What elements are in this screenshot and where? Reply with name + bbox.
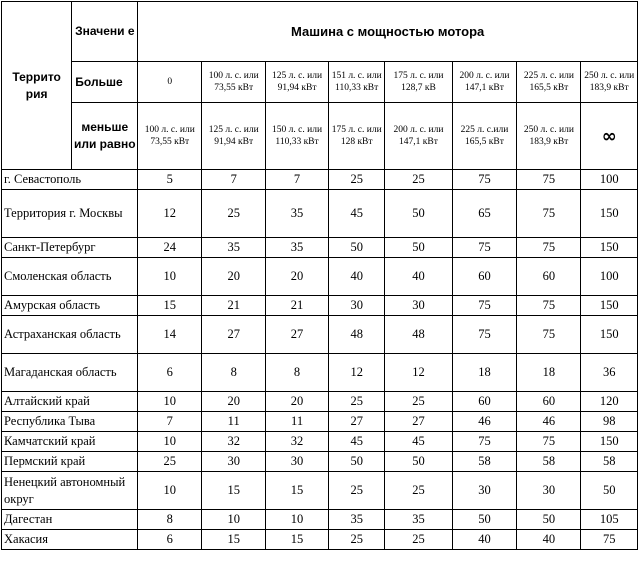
range-lower-bound: 100 л. с. или 73,55 кВт [202, 62, 266, 103]
less-label: меньше или равно [72, 103, 138, 170]
table-row [2, 238, 638, 258]
table-row [2, 530, 638, 550]
region-name: Ненецкий автономный округ [2, 472, 138, 510]
rate-value: 50 [385, 452, 452, 472]
rate-value: 6 [138, 530, 202, 550]
rate-value: 32 [266, 432, 329, 452]
region-name: Камчатский край [2, 432, 138, 452]
table-row [2, 190, 638, 238]
rate-value: 75 [517, 432, 581, 452]
rate-value: 105 [581, 510, 638, 530]
rate-value: 75 [452, 238, 517, 258]
rate-value: 7 [138, 412, 202, 432]
rate-value: 75 [452, 296, 517, 316]
rate-value: 75 [517, 296, 581, 316]
table-row [2, 472, 638, 510]
table-row [2, 258, 638, 296]
rate-value: 58 [452, 452, 517, 472]
rate-value: 75 [452, 316, 517, 354]
range-lower-bound: 175 л. с. или 128,7 кВ [385, 62, 452, 103]
rate-value: 65 [452, 190, 517, 238]
rate-value: 45 [328, 432, 384, 452]
table-row [2, 432, 638, 452]
region-name: Хакасия [2, 530, 138, 550]
range-lower-bound: 0 [138, 62, 202, 103]
rate-value: 30 [202, 452, 266, 472]
rate-value: 8 [138, 510, 202, 530]
region-name: Республика Тыва [2, 412, 138, 432]
range-lower-bound: 200 л. с. или 147,1 кВт [452, 62, 517, 103]
rate-value: 100 [581, 170, 638, 190]
range-upper-bound: 225 л. с.или 165,5 кВт [452, 103, 517, 170]
rate-value: 75 [581, 530, 638, 550]
table-row [2, 170, 638, 190]
rate-value: 30 [266, 452, 329, 472]
table-row [2, 452, 638, 472]
region-name: Территория г. Москвы [2, 190, 138, 238]
rate-value: 11 [202, 412, 266, 432]
rate-value: 60 [517, 258, 581, 296]
rate-value: 150 [581, 190, 638, 238]
rate-value: 75 [517, 316, 581, 354]
region-name: Смоленская область [2, 258, 138, 296]
rate-value: 75 [517, 190, 581, 238]
range-lower-bound: 151 л. с. или 110,33 кВт [328, 62, 384, 103]
rate-value: 10 [266, 510, 329, 530]
rate-value: 7 [202, 170, 266, 190]
rate-value: 50 [517, 510, 581, 530]
range-upper-bound: 150 л. с. или 110,33 кВт [266, 103, 329, 170]
rate-value: 50 [385, 190, 452, 238]
region-name: Пермский край [2, 452, 138, 472]
table-row [2, 392, 638, 412]
rate-value: 75 [452, 432, 517, 452]
rate-value: 60 [452, 258, 517, 296]
rate-value: 12 [138, 190, 202, 238]
rate-value: 50 [581, 472, 638, 510]
rate-value: 58 [517, 452, 581, 472]
rate-value: 25 [202, 190, 266, 238]
range-upper-bound: 175 л. с. или 128 кВт [328, 103, 384, 170]
rate-value: 45 [328, 190, 384, 238]
tax-rate-table [1, 1, 638, 550]
rate-value: 24 [138, 238, 202, 258]
rate-value: 25 [385, 170, 452, 190]
table-row [2, 296, 638, 316]
rate-value: 75 [517, 238, 581, 258]
rate-value: 15 [266, 472, 329, 510]
rate-value: 21 [266, 296, 329, 316]
table-title: Машина с мощностью мотора [138, 2, 638, 62]
rate-value: 60 [517, 392, 581, 412]
table-row [2, 510, 638, 530]
range-upper-bound: 200 л. с. или 147,1 кВт [385, 103, 452, 170]
rate-value: 25 [328, 530, 384, 550]
rate-value: 40 [328, 258, 384, 296]
rate-value: 10 [138, 432, 202, 452]
rate-value: 25 [138, 452, 202, 472]
rate-value: 35 [385, 510, 452, 530]
region-name: г. Севастополь [2, 170, 138, 190]
rate-value: 150 [581, 238, 638, 258]
rate-value: 25 [385, 530, 452, 550]
rate-value: 35 [328, 510, 384, 530]
rate-value: 15 [266, 530, 329, 550]
region-name: Амурская область [2, 296, 138, 316]
rate-value: 27 [385, 412, 452, 432]
table-row [2, 316, 638, 354]
rate-value: 50 [385, 238, 452, 258]
rate-value: 25 [328, 170, 384, 190]
rate-value: 8 [266, 354, 329, 392]
region-name: Санкт-Петербург [2, 238, 138, 258]
rate-value: 46 [452, 412, 517, 432]
rate-value: 14 [138, 316, 202, 354]
table-row [2, 412, 638, 432]
table-row [2, 354, 638, 392]
rate-value: 50 [452, 510, 517, 530]
rate-value: 11 [266, 412, 329, 432]
rate-value: 75 [452, 170, 517, 190]
rate-value: 35 [202, 238, 266, 258]
more-label: Больше [72, 62, 138, 103]
rate-value: 15 [202, 530, 266, 550]
territory-header: Террито рия [2, 2, 72, 170]
rate-value: 8 [202, 354, 266, 392]
range-upper-bound: 125 л. с. или 91,94 кВт [202, 103, 266, 170]
rate-value: 25 [328, 472, 384, 510]
infinity-symbol: ∞ [581, 103, 638, 170]
rate-value: 27 [202, 316, 266, 354]
rate-value: 50 [328, 238, 384, 258]
rate-value: 100 [581, 258, 638, 296]
range-upper-bound: 250 л. с. или 183,9 кВт [517, 103, 581, 170]
rate-value: 45 [385, 432, 452, 452]
rate-value: 15 [202, 472, 266, 510]
rate-value: 48 [328, 316, 384, 354]
range-upper-bound: 100 л. с. или 73,55 кВт [138, 103, 202, 170]
rate-value: 30 [385, 296, 452, 316]
rate-value: 12 [385, 354, 452, 392]
rate-value: 58 [581, 452, 638, 472]
rate-value: 120 [581, 392, 638, 412]
rate-value: 20 [266, 258, 329, 296]
rate-value: 98 [581, 412, 638, 432]
range-lower-bound: 225 л. с. или 165,5 кВт [517, 62, 581, 103]
rate-value: 10 [138, 472, 202, 510]
rate-value: 60 [452, 392, 517, 412]
rate-value: 18 [452, 354, 517, 392]
rate-value: 30 [452, 472, 517, 510]
rate-value: 20 [202, 392, 266, 412]
rate-value: 10 [138, 258, 202, 296]
rate-value: 30 [328, 296, 384, 316]
rate-value: 40 [452, 530, 517, 550]
rate-value: 5 [138, 170, 202, 190]
rate-value: 36 [581, 354, 638, 392]
range-lower-bound: 125 л. с. или 91,94 кВт [266, 62, 329, 103]
rate-value: 40 [517, 530, 581, 550]
rate-value: 25 [385, 472, 452, 510]
rate-value: 10 [202, 510, 266, 530]
rate-value: 6 [138, 354, 202, 392]
rate-value: 18 [517, 354, 581, 392]
rate-value: 48 [385, 316, 452, 354]
rate-value: 150 [581, 432, 638, 452]
rate-value: 35 [266, 238, 329, 258]
rate-value: 25 [328, 392, 384, 412]
region-name: Астраханская область [2, 316, 138, 354]
rate-value: 150 [581, 316, 638, 354]
rate-value: 25 [385, 392, 452, 412]
rate-value: 32 [202, 432, 266, 452]
rate-value: 15 [138, 296, 202, 316]
value-header: Значени е [72, 2, 138, 62]
rate-value: 21 [202, 296, 266, 316]
rate-value: 150 [581, 296, 638, 316]
region-name: Магаданская область [2, 354, 138, 392]
rate-value: 46 [517, 412, 581, 432]
rate-value: 40 [385, 258, 452, 296]
rate-value: 27 [266, 316, 329, 354]
rate-value: 30 [517, 472, 581, 510]
region-name: Дагестан [2, 510, 138, 530]
range-lower-bound: 250 л. с. или 183,9 кВт [581, 62, 638, 103]
rate-value: 20 [202, 258, 266, 296]
rate-value: 20 [266, 392, 329, 412]
region-name: Алтайский край [2, 392, 138, 412]
rate-value: 50 [328, 452, 384, 472]
rate-value: 12 [328, 354, 384, 392]
rate-value: 35 [266, 190, 329, 238]
rate-value: 75 [517, 170, 581, 190]
rate-value: 7 [266, 170, 329, 190]
rate-value: 27 [328, 412, 384, 432]
rate-value: 10 [138, 392, 202, 412]
